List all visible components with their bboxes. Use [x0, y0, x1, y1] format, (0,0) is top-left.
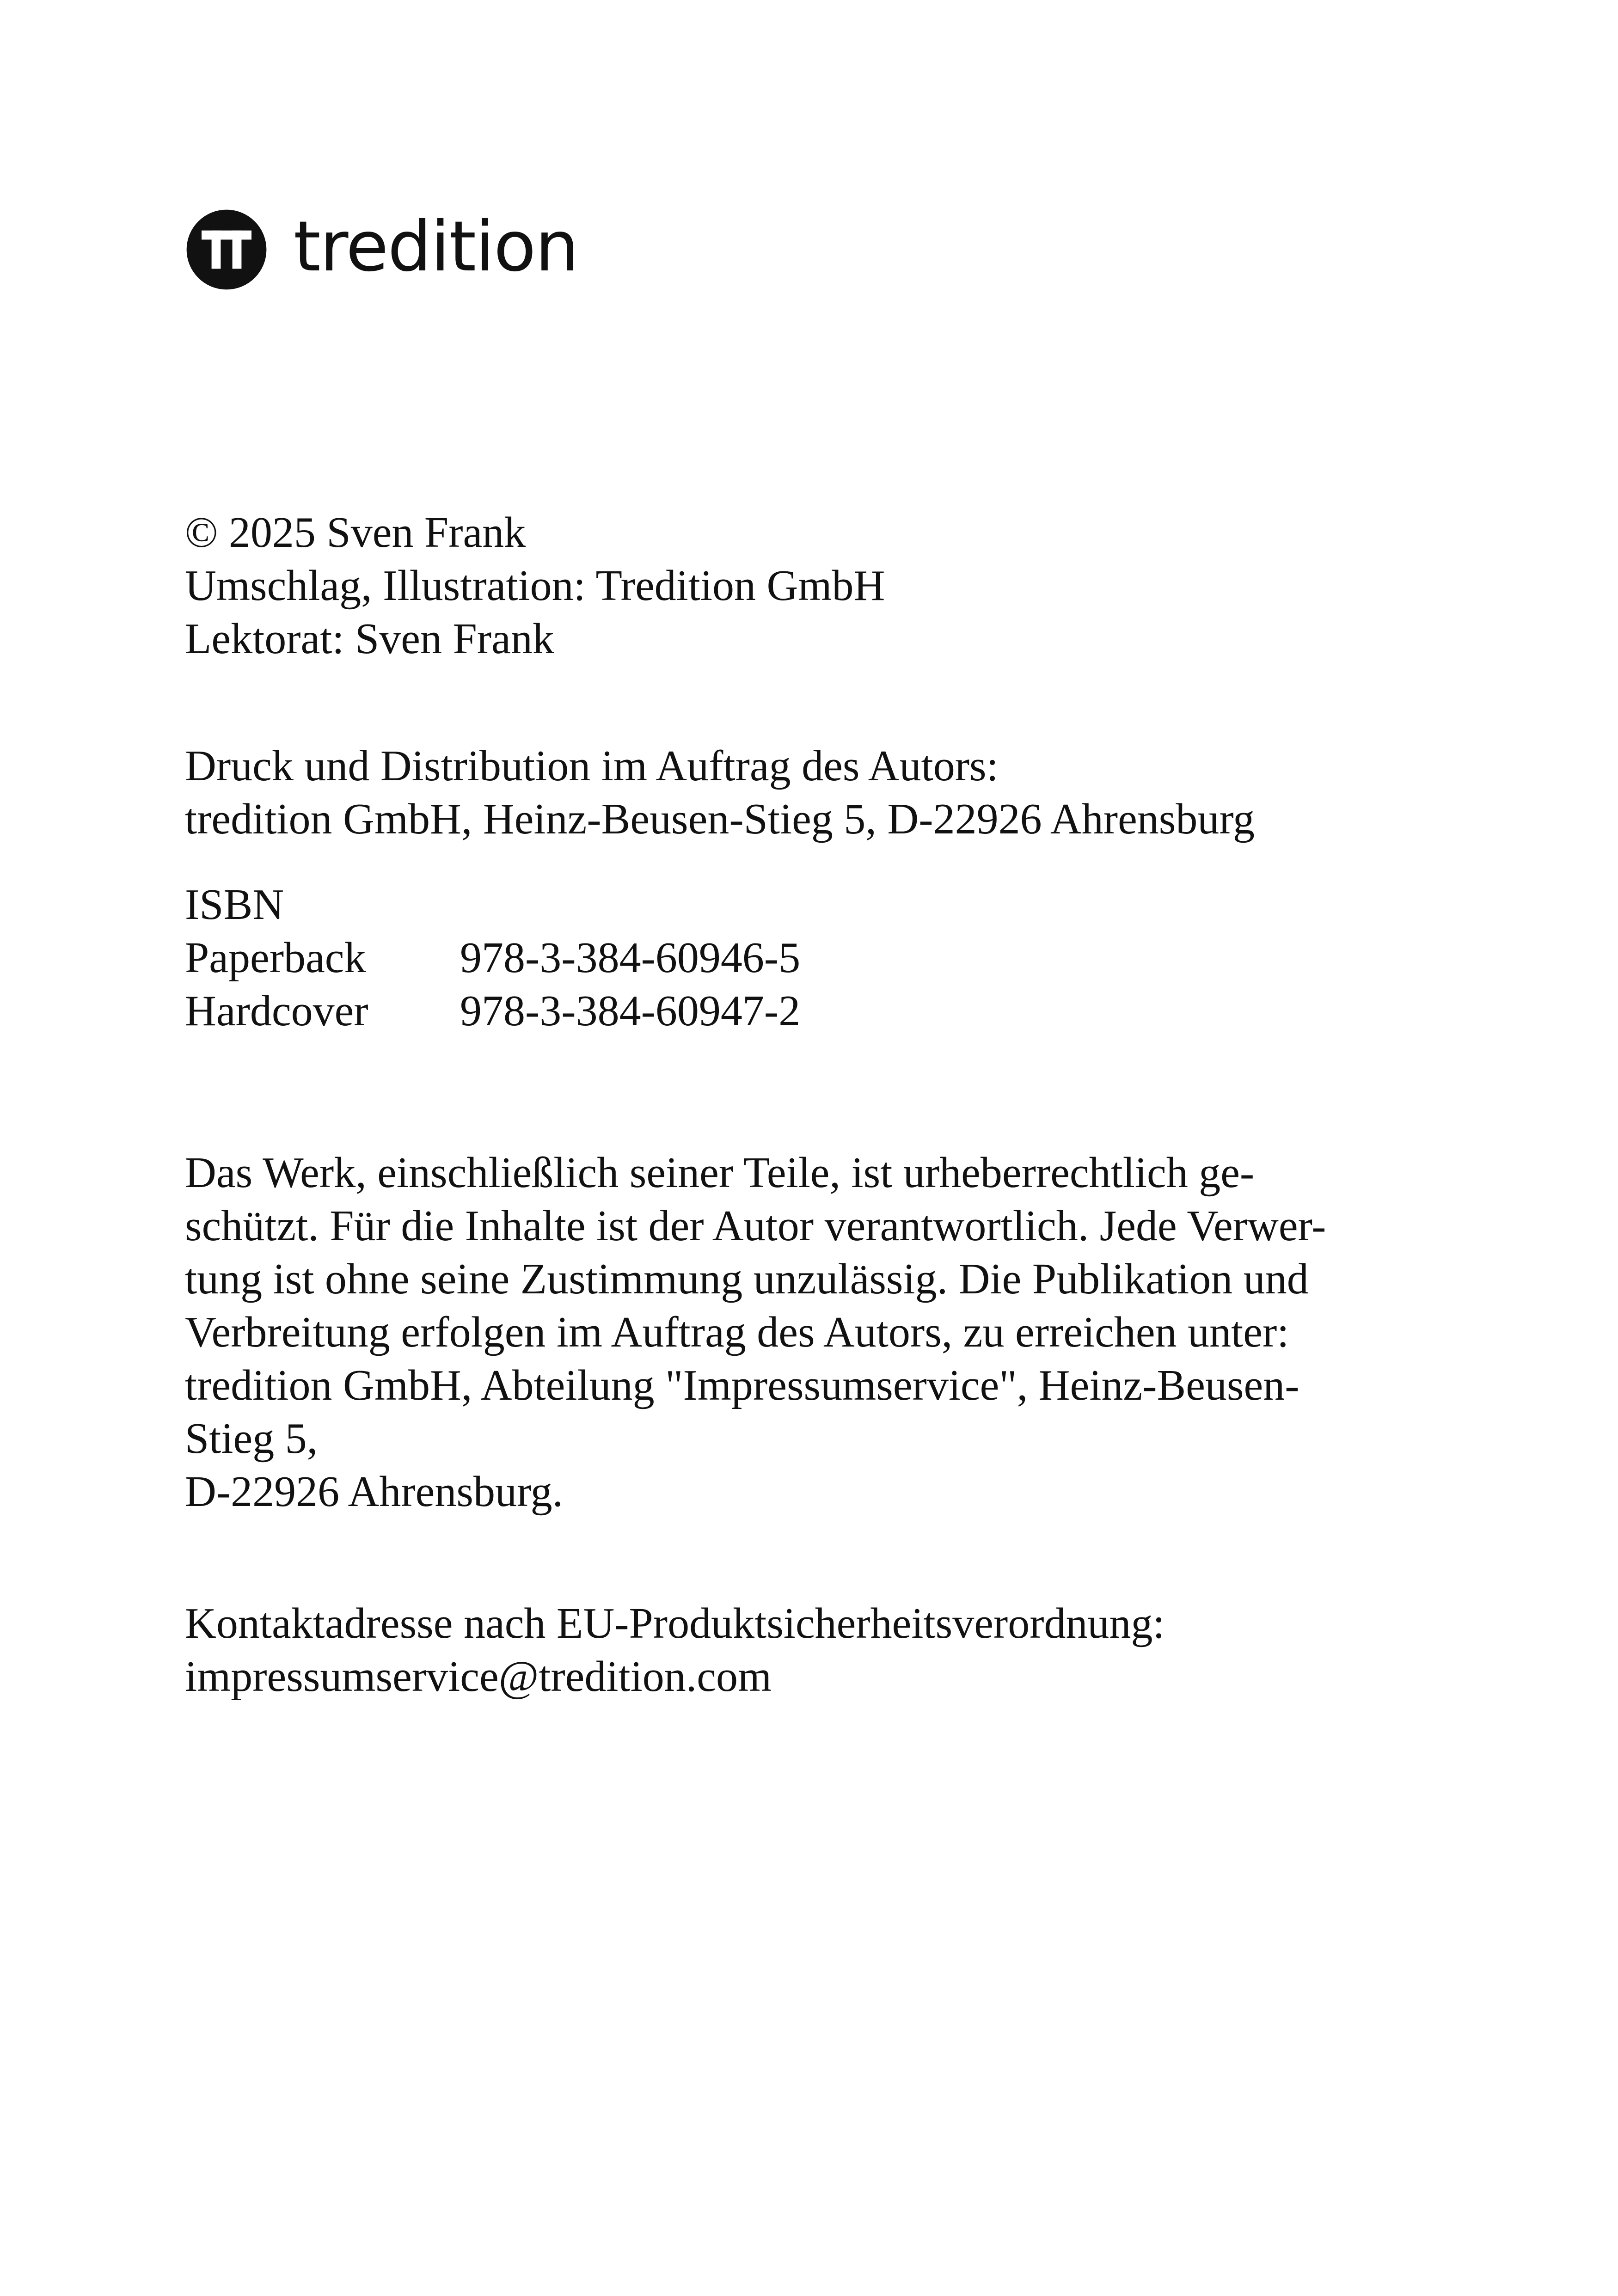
- contact-label: Kontaktadresse nach EU-Produktsicherheitsverordnung:: [185, 1599, 1165, 1647]
- cover-credit-line: Umschlag, Illustration: Tredition GmbH: [185, 562, 885, 610]
- isbn-value: 978-3-384-60946-5: [460, 934, 801, 982]
- rights-line: Verbreitung erfolgen im Auftrag des Autors, zu erreichen unter:: [185, 1308, 1289, 1356]
- isbn-row: [185, 931, 800, 985]
- distribution-line: Druck und Distribution im Auftrag des Autors:: [185, 742, 999, 790]
- logo-wordmark: tredition: [294, 207, 578, 287]
- rights-line: schützt. Für die Inhalte ist der Autor verantwortlich. Jede Verwer-: [185, 1202, 1326, 1250]
- tredition-logo-icon: [185, 208, 268, 291]
- rights-line: tung ist ohne seine Zustimmung unzulässig. Die Publikation und: [185, 1255, 1309, 1303]
- rights-paragraph: [185, 1146, 1326, 1518]
- isbn-label: Hardcover: [185, 987, 368, 1035]
- copyright-line: © 2025 Sven Frank: [185, 508, 526, 557]
- isbn-row: [185, 985, 800, 1038]
- rights-line: Das Werk, einschließlich seiner Teile, ist urheberrechtlich ge-: [185, 1149, 1255, 1197]
- credits-block: [185, 506, 885, 666]
- editing-credit-line: Lektorat: Sven Frank: [185, 615, 554, 663]
- contact-block: [185, 1597, 1165, 1703]
- publisher-logo: [185, 208, 578, 291]
- isbn-value: 978-3-384-60947-2: [460, 987, 801, 1035]
- distribution-block: [185, 740, 1255, 846]
- isbn-heading: ISBN: [185, 881, 284, 929]
- isbn-label: Paperback: [185, 934, 366, 982]
- isbn-block: [185, 878, 800, 1038]
- distribution-address: tredition GmbH, Heinz-Beusen-Stieg 5, D-22926 Ahrensburg: [185, 795, 1255, 843]
- contact-email: impressumservice@tredition.com: [185, 1653, 772, 1701]
- rights-line: D-22926 Ahrensburg.: [185, 1468, 564, 1516]
- rights-line: tredition GmbH, Abteilung "Impressumservice", Heinz-Beusen-: [185, 1361, 1299, 1409]
- rights-line: Stieg 5,: [185, 1414, 318, 1463]
